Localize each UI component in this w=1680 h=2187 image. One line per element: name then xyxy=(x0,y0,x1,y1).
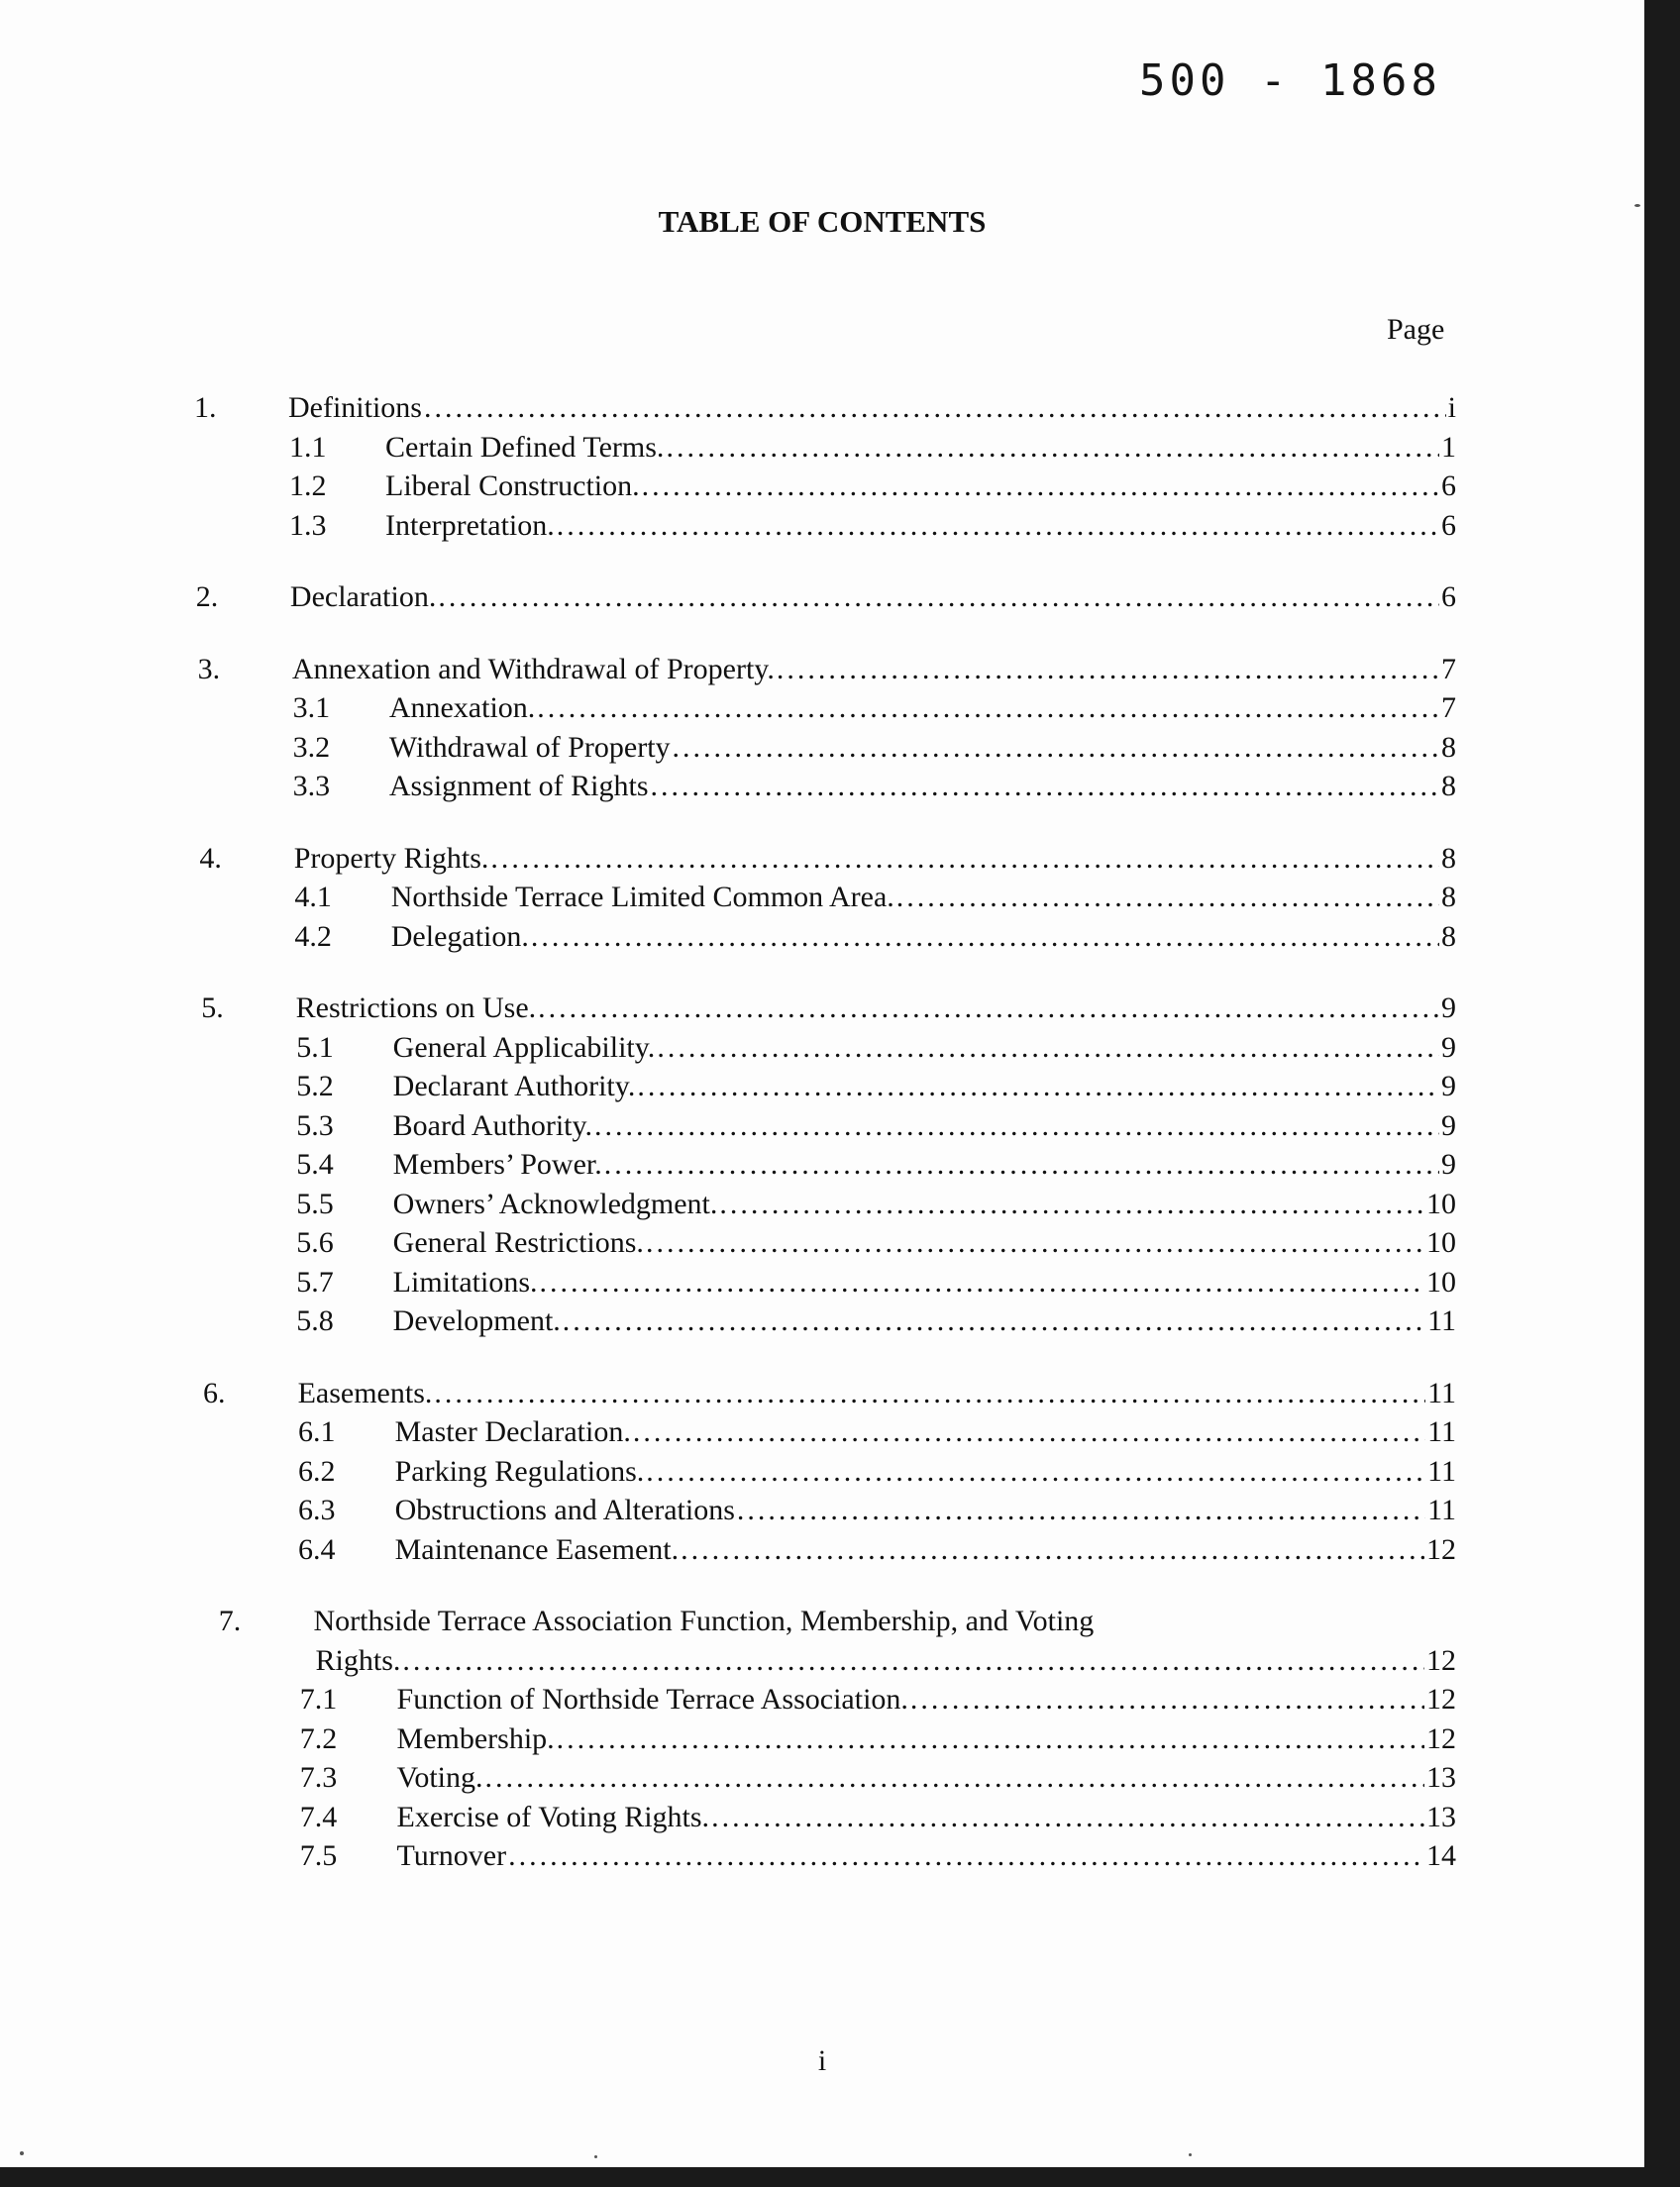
toc-subsection xyxy=(296,1108,1456,1149)
toc-subsection xyxy=(296,1070,1456,1109)
toc-subsection-number: 6.2 xyxy=(298,1454,336,1488)
toc-subsection-title: Declarant Authority. xyxy=(392,1070,636,1102)
toc-subsection-number: 3.1 xyxy=(292,691,331,724)
toc-subsection xyxy=(294,881,1456,920)
toc-subsection xyxy=(294,919,1456,960)
toc-section-page: i xyxy=(1447,391,1456,424)
toc-subsection-title: Function of Northside Terrace Association. xyxy=(396,1683,908,1716)
toc-section xyxy=(199,841,1456,882)
toc-section-number: 4. xyxy=(199,841,222,875)
toc-subsection-page: 6 xyxy=(1441,508,1456,542)
toc-section xyxy=(194,391,1456,431)
scan-speck xyxy=(1634,204,1640,207)
toc-subsection xyxy=(298,1532,1456,1573)
toc-subsection-page: 8 xyxy=(1440,770,1456,802)
page-title: TABLE OF CONTENTS xyxy=(658,204,987,239)
dot-leader xyxy=(508,1839,1424,1873)
toc-section-number: 6. xyxy=(203,1376,226,1409)
dot-leader xyxy=(637,1070,1439,1103)
toc-subsection-page: 13 xyxy=(1425,1800,1456,1833)
toc-subsection-page: 1 xyxy=(1441,430,1456,464)
dot-leader xyxy=(538,991,1439,1025)
toc-subsection xyxy=(298,1454,1456,1495)
toc-subsection-page: 9 xyxy=(1440,1030,1456,1064)
toc-subsection-page: 6 xyxy=(1441,469,1456,502)
toc-section-page: 12 xyxy=(1425,1643,1456,1677)
dot-leader xyxy=(673,731,1439,765)
dot-leader xyxy=(737,1494,1425,1527)
toc-subsection-number: 5.1 xyxy=(296,1030,334,1064)
toc-subsection-number: 4.2 xyxy=(294,919,332,953)
toc-subsection-title: Certain Defined Terms. xyxy=(385,430,665,464)
toc-subsection-title: Master Declaration. xyxy=(394,1415,631,1448)
toc-subsection-number: 6.3 xyxy=(298,1494,336,1526)
toc-subsection-title: Maintenance Easement. xyxy=(394,1532,680,1566)
dot-leader xyxy=(896,881,1439,914)
toc-subsection-number: 7.5 xyxy=(299,1839,338,1872)
toc-subsection-page: 8 xyxy=(1440,881,1456,913)
toc-subsection-title: Members’ Power. xyxy=(392,1148,602,1181)
toc-subsection xyxy=(298,1415,1456,1455)
toc-subsection-page: 12 xyxy=(1425,1532,1456,1566)
dot-leader xyxy=(402,1644,1424,1678)
toc-subsection-title: General Restrictions. xyxy=(392,1226,644,1259)
dot-leader xyxy=(557,509,1439,543)
toc-subsection-page: 12 xyxy=(1425,1721,1456,1755)
scan-speck xyxy=(1189,2153,1192,2156)
dot-leader xyxy=(594,1109,1439,1143)
dot-leader xyxy=(490,842,1439,876)
toc-subsection xyxy=(289,469,1456,509)
toc-subsection-number: 3.3 xyxy=(292,770,331,802)
dot-leader xyxy=(777,653,1439,686)
dot-leader xyxy=(424,391,1446,425)
toc-subsection-number: 3.2 xyxy=(292,730,331,764)
toc-section-number: 5. xyxy=(201,991,224,1024)
dot-leader xyxy=(719,1188,1424,1221)
toc-subsection-title: Obstructions and Alterations xyxy=(394,1494,735,1526)
toc-section-title: Property Rights. xyxy=(293,841,489,875)
toc-subsection-title: Northside Terrace Limited Common Area. xyxy=(390,881,894,913)
toc-subsection-title: Limitations. xyxy=(392,1265,538,1299)
toc-section-title: Declaration. xyxy=(289,580,437,613)
toc-section-number: 2. xyxy=(195,580,219,613)
dot-leader xyxy=(657,1031,1439,1065)
toc-subsection xyxy=(299,1761,1456,1801)
toc-subsection xyxy=(292,691,1456,731)
toc-subsection-title: Development. xyxy=(392,1304,561,1337)
dot-leader xyxy=(438,580,1439,614)
toc-subsection-title: Assignment of Rights xyxy=(388,770,649,802)
dot-leader xyxy=(484,1761,1424,1795)
toc-section-number: 1. xyxy=(194,391,217,424)
document-number: 500 - 1868 xyxy=(1139,55,1441,106)
toc-subsection-title: Interpretation. xyxy=(385,508,555,542)
toc-subsection-page: 9 xyxy=(1440,1148,1456,1181)
dot-leader xyxy=(563,1304,1425,1338)
toc-subsection xyxy=(296,1304,1456,1344)
toc-section-title: Easements. xyxy=(297,1376,433,1409)
toc-subsection-page: 9 xyxy=(1440,1108,1456,1142)
toc-section xyxy=(197,652,1456,692)
toc-subsection xyxy=(289,430,1456,470)
dot-leader xyxy=(540,1266,1424,1300)
toc-subsection-number: 5.7 xyxy=(296,1265,334,1299)
toc-subsection-number: 5.6 xyxy=(296,1226,334,1259)
toc-subsection-title: Board Authority. xyxy=(392,1108,593,1142)
toc-subsection-number: 5.8 xyxy=(296,1304,334,1337)
toc-subsection xyxy=(299,1800,1456,1840)
toc-subsection-page: 10 xyxy=(1425,1187,1456,1220)
dot-leader xyxy=(537,691,1439,725)
toc-subsection-page: 14 xyxy=(1425,1839,1456,1872)
toc-subsection-number: 5.3 xyxy=(296,1108,334,1142)
toc-subsection xyxy=(299,1683,1456,1722)
toc-subsection xyxy=(292,730,1456,771)
toc-section xyxy=(203,1376,1456,1416)
toc-subsection-title: Voting. xyxy=(396,1761,483,1794)
toc-subsection xyxy=(296,1148,1456,1188)
toc-subsection xyxy=(298,1494,1456,1533)
toc-subsection xyxy=(292,770,1456,809)
toc-subsection xyxy=(299,1721,1456,1762)
toc-subsection-number: 1.1 xyxy=(289,430,327,464)
toc-subsection-page: 10 xyxy=(1425,1226,1456,1259)
toc-section xyxy=(316,1644,1456,1684)
dot-leader xyxy=(604,1148,1439,1182)
toc-subsection xyxy=(289,508,1456,549)
toc-section-number: 3. xyxy=(197,652,221,685)
dot-leader xyxy=(651,770,1439,803)
toc-subsection-number: 7.4 xyxy=(299,1800,338,1833)
dot-leader xyxy=(646,1455,1425,1489)
page-column-header: Page xyxy=(1387,313,1445,346)
dot-leader xyxy=(711,1801,1424,1834)
dot-leader xyxy=(642,469,1439,503)
toc-subsection-page: 11 xyxy=(1427,1494,1456,1526)
footer-page-number: i xyxy=(817,2044,827,2077)
toc-subsection-number: 4.1 xyxy=(294,881,332,913)
dot-leader xyxy=(434,1377,1425,1410)
toc-subsection-number: 5.5 xyxy=(296,1187,334,1220)
toc-subsection-title: Owners’ Acknowledgment. xyxy=(392,1187,718,1220)
toc-subsection-title: Liberal Construction. xyxy=(385,469,640,502)
dot-leader xyxy=(646,1226,1424,1260)
scan-speck xyxy=(594,2155,597,2158)
toc-subsection-page: 11 xyxy=(1427,1304,1456,1337)
dot-leader xyxy=(666,431,1439,465)
toc-subsection-page: 9 xyxy=(1440,1070,1456,1102)
toc-subsection-number: 6.4 xyxy=(298,1532,336,1566)
toc-section xyxy=(201,991,1456,1031)
toc-subsection xyxy=(296,1187,1456,1227)
toc-section-page: 6 xyxy=(1440,580,1456,613)
toc-subsection-page: 10 xyxy=(1425,1265,1456,1299)
toc-subsection-number: 5.2 xyxy=(296,1070,334,1102)
toc-subsection xyxy=(296,1030,1456,1071)
toc-subsection-page: 12 xyxy=(1425,1683,1456,1716)
toc-subsection xyxy=(299,1839,1456,1879)
dot-leader xyxy=(910,1683,1424,1717)
toc-subsection-title: Delegation. xyxy=(390,919,529,953)
toc-section-page: 7 xyxy=(1440,652,1456,685)
toc-subsection-number: 7.2 xyxy=(299,1721,338,1755)
toc-section-page: 8 xyxy=(1440,841,1456,875)
toc-section-title: Rights. xyxy=(315,1643,401,1677)
toc-subsection-page: 11 xyxy=(1427,1454,1456,1488)
toc-subsection-title: Parking Regulations. xyxy=(394,1454,645,1488)
toc-subsection-title: Exercise of Voting Rights. xyxy=(396,1800,710,1833)
toc-section-title: Definitions xyxy=(288,391,422,424)
toc-subsection xyxy=(296,1226,1456,1266)
toc-subsection-number: 1.2 xyxy=(289,469,327,502)
toc-subsection-page: 13 xyxy=(1425,1761,1456,1794)
toc-subsection-page: 8 xyxy=(1440,730,1456,764)
toc-subsection-number: 5.4 xyxy=(296,1148,334,1181)
toc-subsection-title: Turnover xyxy=(396,1839,507,1872)
dot-leader xyxy=(633,1415,1425,1449)
dot-leader xyxy=(557,1722,1424,1756)
toc-section-title: Annexation and Withdrawal of Property. xyxy=(291,652,775,685)
toc-section xyxy=(195,580,1456,620)
toc-subsection xyxy=(296,1265,1456,1305)
toc-subsection-title: Withdrawal of Property xyxy=(388,730,671,764)
toc-subsection-page: 7 xyxy=(1440,691,1456,724)
dot-leader xyxy=(531,920,1439,954)
toc-subsection-page: 8 xyxy=(1440,919,1456,953)
toc-section-page: 9 xyxy=(1440,991,1456,1024)
toc-subsection-number: 7.3 xyxy=(299,1761,338,1794)
toc-subsection-page: 11 xyxy=(1427,1415,1456,1448)
toc-subsection-title: General Applicability. xyxy=(392,1030,656,1064)
scan-speck xyxy=(20,2151,24,2155)
toc-section-title: Restrictions on Use. xyxy=(295,991,537,1024)
toc-subsection-title: Membership. xyxy=(396,1721,555,1755)
toc-section-title-line: Northside Terrace Association Function, Membership, and Voting xyxy=(313,1605,1095,1637)
toc-subsection-title: Annexation. xyxy=(388,691,536,724)
toc-subsection-number: 7.1 xyxy=(299,1683,338,1716)
toc-section-number: 7. xyxy=(218,1605,242,1637)
toc-subsection-number: 6.1 xyxy=(298,1415,336,1448)
toc-subsection-number: 1.3 xyxy=(289,508,327,542)
toc-section-page: 11 xyxy=(1427,1376,1456,1409)
dot-leader xyxy=(681,1533,1424,1567)
